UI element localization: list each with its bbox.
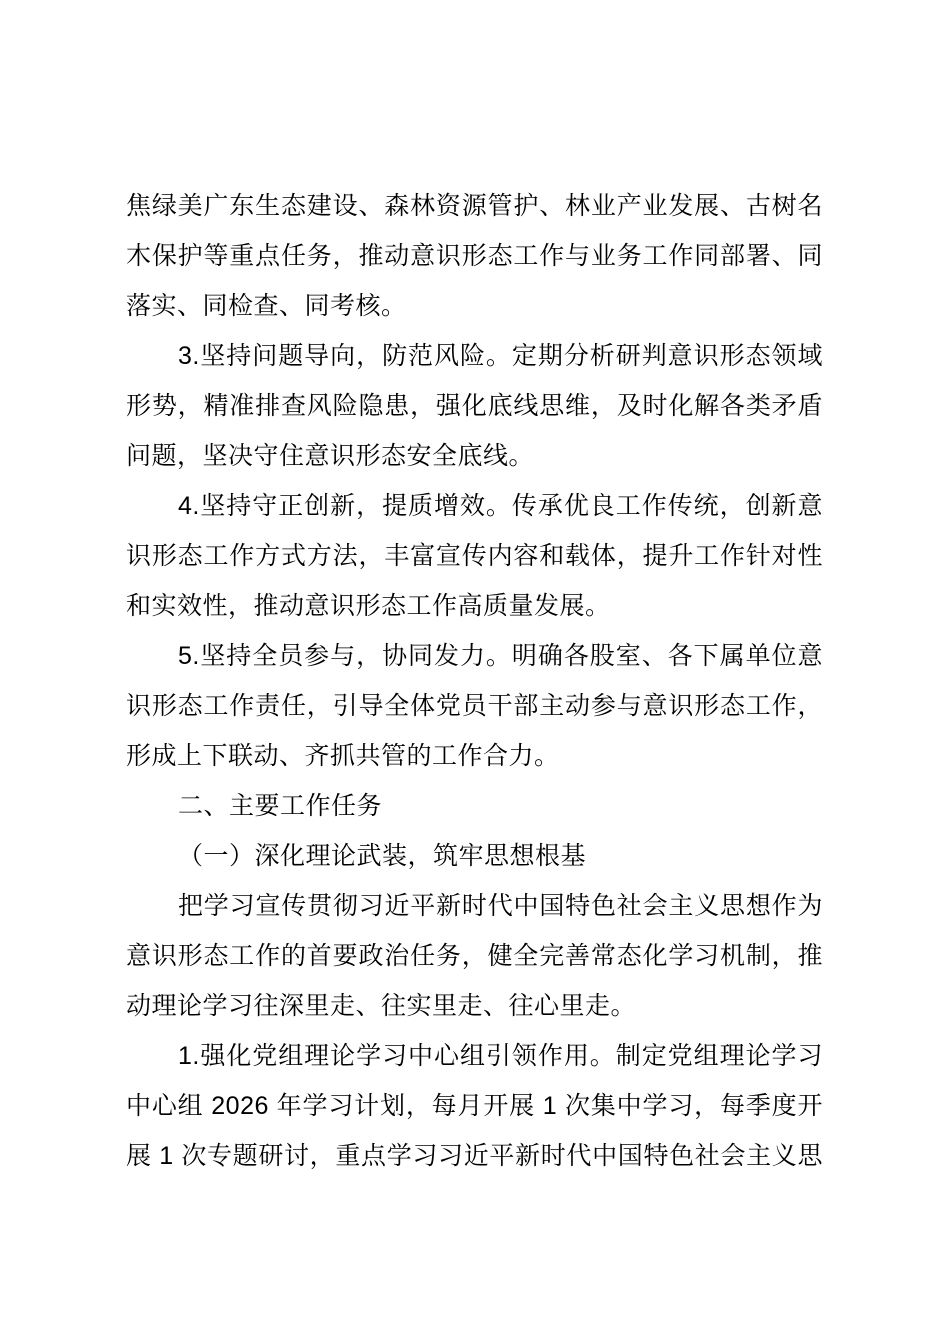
text-line: 形势，精准排查风险隐患，强化底线思维，及时化解各类矛盾 [126,392,823,420]
text-line: 形成上下联动、齐抓共管的工作合力。 [126,742,560,770]
paragraph [126,631,823,781]
text-line: 二、主要工作任务 [178,792,383,820]
paragraph-heading [126,831,823,881]
text-line: 意识形态工作的首要政治任务，健全完善常态化学习机制，推 [126,942,823,970]
text-line: 木保护等重点任务，推动意识形态工作与业务工作同部署、同 [126,242,823,270]
text-line: 识形态工作责任，引导全体党员干部主动参与意识形态工作， [126,692,823,720]
text-line: 5.坚持全员参与，协同发力。明确各股室、各下属单位意 [178,642,823,670]
text-line: 识形态工作方式方法，丰富宣传内容和载体，提升工作针对性 [126,542,823,570]
text-line: 和实效性，推动意识形态工作高质量发展。 [126,592,611,620]
paragraph [126,481,823,631]
text-line: 中心组 2026 年学习计划，每月开展 1 次集中学习，每季度开 [126,1092,823,1120]
text-line: 把学习宣传贯彻习近平新时代中国特色社会主义思想作为 [178,892,823,920]
text-line: 落实、同检查、同考核。 [126,292,407,320]
document-text-block [126,181,823,1181]
text-line: 焦绿美广东生态建设、森林资源管护、林业产业发展、古树名 [126,192,823,220]
paragraph-heading [126,781,823,831]
paragraph [126,881,823,1031]
text-line: 1.强化党组理论学习中心组引领作用。制定党组理论学习 [178,1042,823,1070]
text-line: （一）深化理论武装，筑牢思想根基 [178,842,587,870]
paragraph [126,1031,823,1181]
text-line: 4.坚持守正创新，提质增效。传承优良工作传统，创新意 [178,492,823,520]
paragraph [126,181,823,331]
paragraph [126,331,823,481]
text-line: 动理论学习往深里走、往实里走、往心里走。 [126,992,637,1020]
text-line: 3.坚持问题导向，防范风险。定期分析研判意识形态领域 [178,342,823,370]
text-line: 展 1 次专题研讨，重点学习习近平新时代中国特色社会主义思 [126,1142,823,1170]
text-line: 问题，坚决守住意识形态安全底线。 [126,442,535,470]
